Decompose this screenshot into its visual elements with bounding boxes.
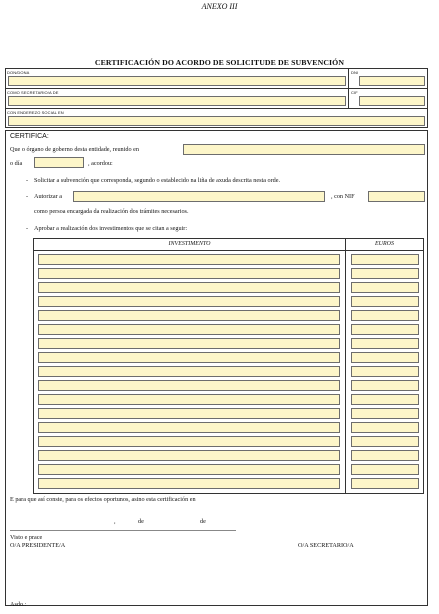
president-signature-label: O/A PRESIDENTE/A: [10, 542, 66, 549]
authorized-person-field[interactable]: [73, 191, 325, 202]
closing-text: E para que así conste, para os efectos oportunos, asino esta certificación en: [10, 496, 196, 503]
euros-row-field[interactable]: [351, 324, 419, 335]
euros-row-field[interactable]: [351, 310, 419, 321]
name-label: DON/DONA: [7, 70, 30, 75]
investment-row-field[interactable]: [38, 478, 340, 489]
name-field[interactable]: [8, 76, 346, 86]
dni-label: DNI: [351, 70, 359, 75]
euros-row-field[interactable]: [351, 268, 419, 279]
nif-label: , con NIF: [331, 193, 355, 200]
signed-label: Asdo.:: [10, 601, 27, 608]
secretary-signature-label: O/A SECRETARIO/A: [298, 542, 354, 549]
document-title: CERTIFICACIÓN DO ACORDO DE SOLICITUDE DE SUBVENCIÓN: [94, 58, 345, 67]
date-de-2: de: [200, 518, 206, 525]
euros-row-field[interactable]: [351, 282, 419, 293]
meeting-date-field[interactable]: [34, 157, 84, 168]
request-subsidy-text: Solicitar a subvención que corresponda, segundo o establecido na liña de axuda descrita nesta orde.: [34, 177, 281, 184]
investment-row-field[interactable]: [38, 450, 340, 461]
seen-label: Visto e prace: [10, 534, 43, 541]
investment-row-field[interactable]: [38, 352, 340, 363]
nif-field[interactable]: [368, 191, 425, 202]
euros-row-field[interactable]: [351, 408, 419, 419]
investment-row-field[interactable]: [38, 464, 340, 475]
euros-column-header: EUROS: [375, 241, 394, 247]
investment-row-field[interactable]: [38, 324, 340, 335]
bullet-dash-3: -: [26, 225, 29, 232]
entity-field[interactable]: [8, 96, 346, 106]
euros-row-field[interactable]: [351, 338, 419, 349]
investment-row-field[interactable]: [38, 436, 340, 447]
meeting-text: Que o órgano de goberno desta entidade, reunido en: [10, 146, 139, 153]
address-label: CON ENDEREZO SOCIAL EN: [7, 110, 64, 115]
investment-row-field[interactable]: [38, 408, 340, 419]
investment-row-field[interactable]: [38, 296, 340, 307]
investment-row-field[interactable]: [38, 366, 340, 377]
euros-row-field[interactable]: [351, 366, 419, 377]
euros-row-field[interactable]: [351, 464, 419, 475]
bullet-dash-2: -: [26, 193, 29, 200]
euros-row-field[interactable]: [351, 422, 419, 433]
annex-label: ANEXO III: [201, 2, 238, 11]
euros-row-field[interactable]: [351, 478, 419, 489]
euros-row-field[interactable]: [351, 436, 419, 447]
investment-row-field[interactable]: [38, 310, 340, 321]
certify-heading: CERTIFICA:: [10, 133, 49, 140]
dni-field[interactable]: [359, 76, 425, 86]
investment-table: [33, 238, 424, 494]
investment-row-field[interactable]: [38, 422, 340, 433]
bullet-dash-1: -: [26, 177, 29, 184]
investment-row-field[interactable]: [38, 254, 340, 265]
euros-row-field[interactable]: [351, 254, 419, 265]
euros-row-field[interactable]: [351, 296, 419, 307]
authorize-label: Autorizar a: [34, 193, 63, 200]
day-label: o día: [10, 160, 23, 167]
euros-row-field[interactable]: [351, 450, 419, 461]
euros-row-field[interactable]: [351, 380, 419, 391]
authorize-note: como persoa encargada da realización dos trámites necesarios.: [34, 208, 189, 215]
investment-row-field[interactable]: [38, 394, 340, 405]
investment-row-field[interactable]: [38, 380, 340, 391]
cif-label: CIF: [351, 90, 358, 95]
secretary-of-label: COMO SECRETARIO/A DE: [7, 90, 59, 95]
investment-column-header: INVESTIMENTO: [168, 241, 211, 247]
date-de-1: de: [138, 518, 144, 525]
investment-row-field[interactable]: [38, 268, 340, 279]
date-comma: ,: [114, 518, 116, 525]
euros-row-field[interactable]: [351, 394, 419, 405]
cif-field[interactable]: [359, 96, 425, 106]
approve-investments-text: Aprobar a realización dos investimentos que se citan a seguir:: [34, 225, 188, 232]
meeting-body-field[interactable]: [183, 144, 425, 155]
address-field[interactable]: [8, 116, 425, 126]
euros-row-field[interactable]: [351, 352, 419, 363]
investment-row-field[interactable]: [38, 338, 340, 349]
agreed-label: , acordou:: [88, 160, 113, 167]
investment-row-field[interactable]: [38, 282, 340, 293]
